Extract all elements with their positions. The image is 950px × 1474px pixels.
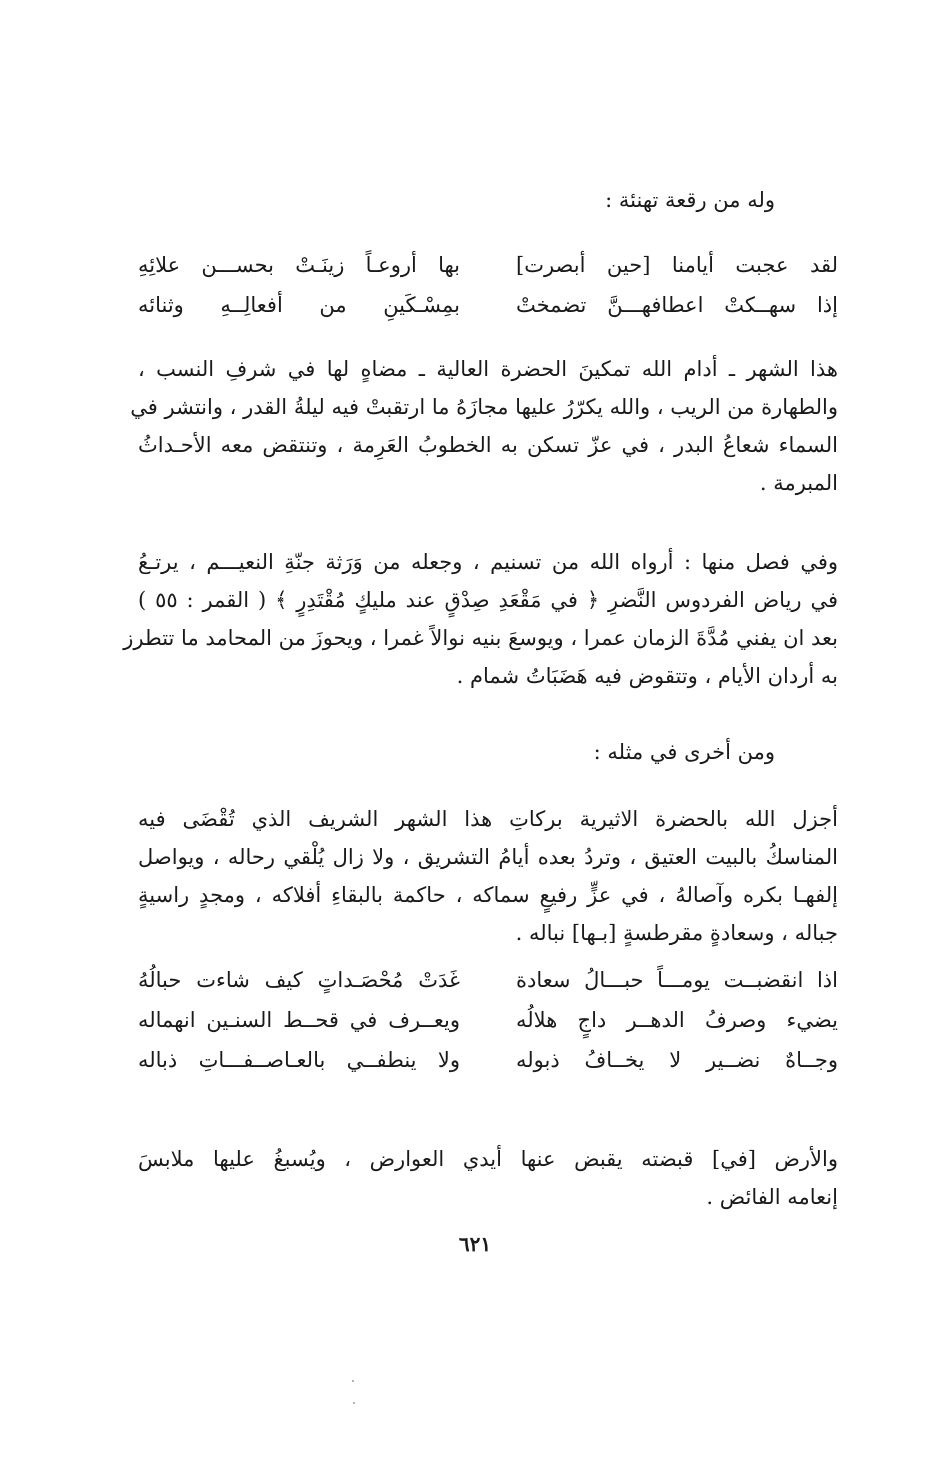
verse-line: [138, 245, 838, 285]
paragraph-line: المناسكُ بالبيت العتيق ، وتردُ بعده أيامُ التشريق ، ولا زال يُلْقي رحاله ، ويواصل: [138, 845, 838, 869]
section-heading: ومن أخرى في مثله :: [593, 740, 775, 764]
verse-line: [138, 1040, 838, 1080]
page-number: ٦٢١: [458, 1232, 492, 1256]
paragraph-line: إلفهـا بكره وآصالهُ ، في عزٍّ رفيعٍ سماكه ، حاكمة بالبقاءِ أفلاكه ، ومجدٍ راسيةٍ: [138, 883, 838, 907]
poem-block: [138, 960, 838, 1080]
paragraph-line: بعد ان يفني مُدَّةَ الزمان عمرا ، ويوسعَ بنيه نوالاً غمرا ، ويحوزَ من المحامد ما تتطرز: [123, 626, 838, 650]
paragraph-line: وفي فصل منها : أرواه الله من تسنيم ، وجعله من وَرَثة جنّةِ النعيـــم ، يرتـعُ: [138, 550, 838, 574]
verse-first-hemistich: لقد عجبت أيامنا [حين أبصرت]: [516, 253, 838, 277]
paragraph: [123, 543, 838, 695]
paragraph: [130, 350, 838, 502]
scan-speck: [353, 1402, 355, 1404]
section-heading: وله من رقعة تهنئة :: [605, 188, 775, 212]
verse-first-hemistich: اذا انقضبــت يومـــاً حبـــالُ سعادة: [516, 968, 838, 992]
verse-second-hemistich: ولا ينطفــي بالعـاصــفـــاتِ ذباله: [138, 1048, 460, 1072]
paragraph: [138, 800, 838, 952]
verse-second-hemistich: ويعــرف في قحــط السنـين انهماله: [138, 1008, 460, 1032]
paragraph-line: جباله ، وسعادةٍ مقرطسةٍ [بـها] نباله .: [515, 921, 838, 945]
verse-second-hemistich: غَدَتْ مُحْصَـداتٍ كيف شاءت حبالُهُ: [138, 968, 460, 992]
paragraph-line: إنعامه الفائض .: [706, 1185, 838, 1209]
verse-first-hemistich: يضيء وصرفُ الدهــر داجٍ هلالُه: [516, 1008, 838, 1032]
verse-first-hemistich: إذا سهــكتْ اعطافهـــنَّ تضمختْ: [516, 293, 838, 317]
closing-paragraph: [138, 1140, 838, 1216]
verse-second-hemistich: بها أروعـاً زينَـتْ بحســـن علائِهِ: [138, 253, 460, 277]
paragraph-line: المبرمة .: [759, 471, 838, 495]
paragraph-line: والأرض [في] قبضته يقبض عنها أيدي العوارض ، ويُسبغُ عليها ملابسَ: [138, 1147, 838, 1171]
paragraph-line: السماء شعاعُ البدر ، في عزّ تسكن به الخطوبُ العَرِمة ، وتنتقض معه الأحـداثُ: [138, 433, 838, 457]
verse-first-hemistich: وجــاهٌ نضــير لا يخــافُ ذبوله: [516, 1048, 838, 1072]
paragraph-line: هذا الشهر ـ أدام الله تمكينَ الحضرة العالية ـ مضاهٍ لها في شرفِ النسب ،: [138, 357, 838, 381]
verse-line: [138, 1000, 838, 1040]
verse-second-hemistich: بمِسْـكَينِ من أفعالِــهِ وثنائه: [138, 293, 460, 317]
verse-line: [138, 960, 838, 1000]
paragraph-line: في رياض الفردوس النَّضرِ ﴿ في مَقْعَدِ صِدْقٍ عند مليكٍ مُقْتَدِرٍ ﴾ ( القمر : ٥٥ ): [138, 588, 838, 612]
verse-line: [138, 285, 838, 325]
paragraph-line: والطهارة من الريب ، والله يكرّرُ عليها مجازَهُ ما ارتقبتْ فيه ليلةُ القدر ، وانتشر في: [130, 395, 838, 419]
paragraph-line: أجزل الله بالحضرة الاثيرية بركاتِ هذا الشهر الشريف الذي تُقْضَى فيه: [138, 807, 838, 831]
poem-block: [138, 245, 838, 325]
paragraph-line: به أردان الأيام ، وتتقوض فيه هَضَبَاتُ شمام .: [456, 664, 838, 688]
scan-speck: [352, 1380, 354, 1382]
